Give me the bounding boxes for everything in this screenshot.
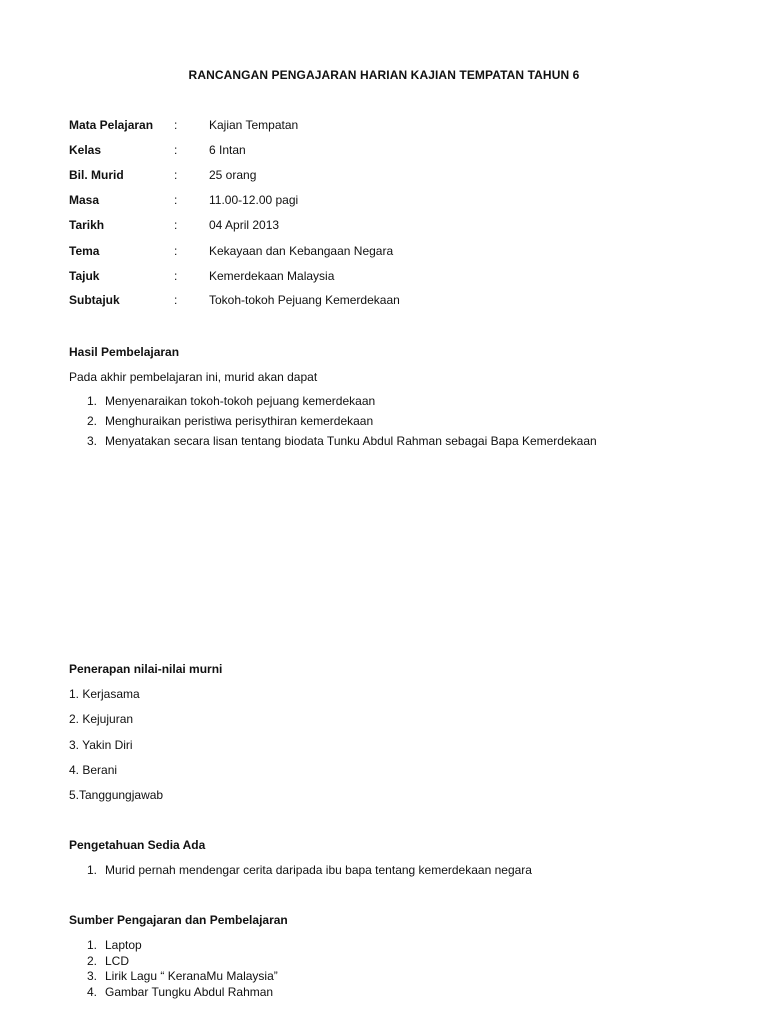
info-colon: : <box>174 143 178 157</box>
info-label: Masa <box>69 193 100 207</box>
section-heading: Pengetahuan Sedia Ada <box>69 838 206 852</box>
info-label: Tarikh <box>69 218 105 232</box>
info-label: Kelas <box>69 143 102 157</box>
section-heading: Penerapan nilai-nilai murni <box>69 662 223 676</box>
list-text: Gambar Tungku Abdul Rahman <box>105 985 274 999</box>
section-intro: Pada akhir pembelajaran ini, murid akan dapat <box>69 370 318 384</box>
info-row-topic <box>0 270 768 286</box>
list-number: 1. <box>87 394 98 408</box>
list-number: 2. <box>87 414 98 428</box>
info-row-subtopic <box>0 294 768 310</box>
list-number: 3. <box>87 434 98 448</box>
document-title: RANCANGAN PENGAJARAN HARIAN KAJIAN TEMPATAN TAHUN 6 <box>188 68 580 82</box>
info-label: Mata Pelajaran <box>69 118 154 132</box>
info-value: Tokoh-tokoh Pejuang Kemerdekaan <box>209 293 400 307</box>
list-item: 1. Kerjasama <box>69 687 140 701</box>
info-value: Kajian Tempatan <box>209 118 299 132</box>
info-colon: : <box>174 118 178 132</box>
info-colon: : <box>174 293 178 307</box>
info-value: Kemerdekaan Malaysia <box>209 269 335 283</box>
list-text: Laptop <box>105 938 142 952</box>
info-value: Kekayaan dan Kebangaan Negara <box>209 244 394 258</box>
list-number: 1. <box>87 863 98 877</box>
info-row-theme <box>0 245 768 261</box>
list-text: LCD <box>105 954 130 968</box>
list-text: Menyenaraikan tokoh-tokoh pejuang kemerdekaan <box>105 394 376 408</box>
list-text: Menghuraikan peristiwa perisythiran kemerdekaan <box>105 414 374 428</box>
info-colon: : <box>174 244 178 258</box>
info-row-time <box>0 194 768 210</box>
section-heading: Sumber Pengajaran dan Pembelajaran <box>69 913 288 927</box>
info-row-date <box>0 219 768 235</box>
info-row-student-count <box>0 169 768 185</box>
info-label: Bil. Murid <box>69 168 124 182</box>
info-value: 04 April 2013 <box>209 218 280 232</box>
list-text: Lirik Lagu “ KeranaMu Malaysia” <box>105 969 278 983</box>
info-row-class <box>0 144 768 160</box>
info-label: Tajuk <box>69 269 100 283</box>
list-number: 2. <box>87 954 98 968</box>
list-item: 5.Tanggungjawab <box>69 788 164 802</box>
info-colon: : <box>174 168 178 182</box>
info-value: 11.00-12.00 pagi <box>209 193 299 207</box>
list-number: 4. <box>87 985 98 999</box>
list-text: Murid pernah mendengar cerita daripada ibu bapa tentang kemerdekaan negara <box>105 863 532 877</box>
list-item: 2. Kejujuran <box>69 712 134 726</box>
info-value: 6 Intan <box>209 143 246 157</box>
list-item: 3. Yakin Diri <box>69 738 133 752</box>
list-item: 4. Berani <box>69 763 118 777</box>
info-label: Tema <box>69 244 100 258</box>
section-heading: Hasil Pembelajaran <box>69 345 180 359</box>
info-value: 25 orang <box>209 168 257 182</box>
list-number: 1. <box>87 938 98 952</box>
list-number: 3. <box>87 969 98 983</box>
info-colon: : <box>174 218 178 232</box>
list-text: Menyatakan secara lisan tentang biodata Tunku Abdul Rahman sebagai Bapa Kemerdekaan <box>105 434 597 448</box>
info-colon: : <box>174 193 178 207</box>
info-row-subject <box>0 119 768 135</box>
info-label: Subtajuk <box>69 293 120 307</box>
info-colon: : <box>174 269 178 283</box>
